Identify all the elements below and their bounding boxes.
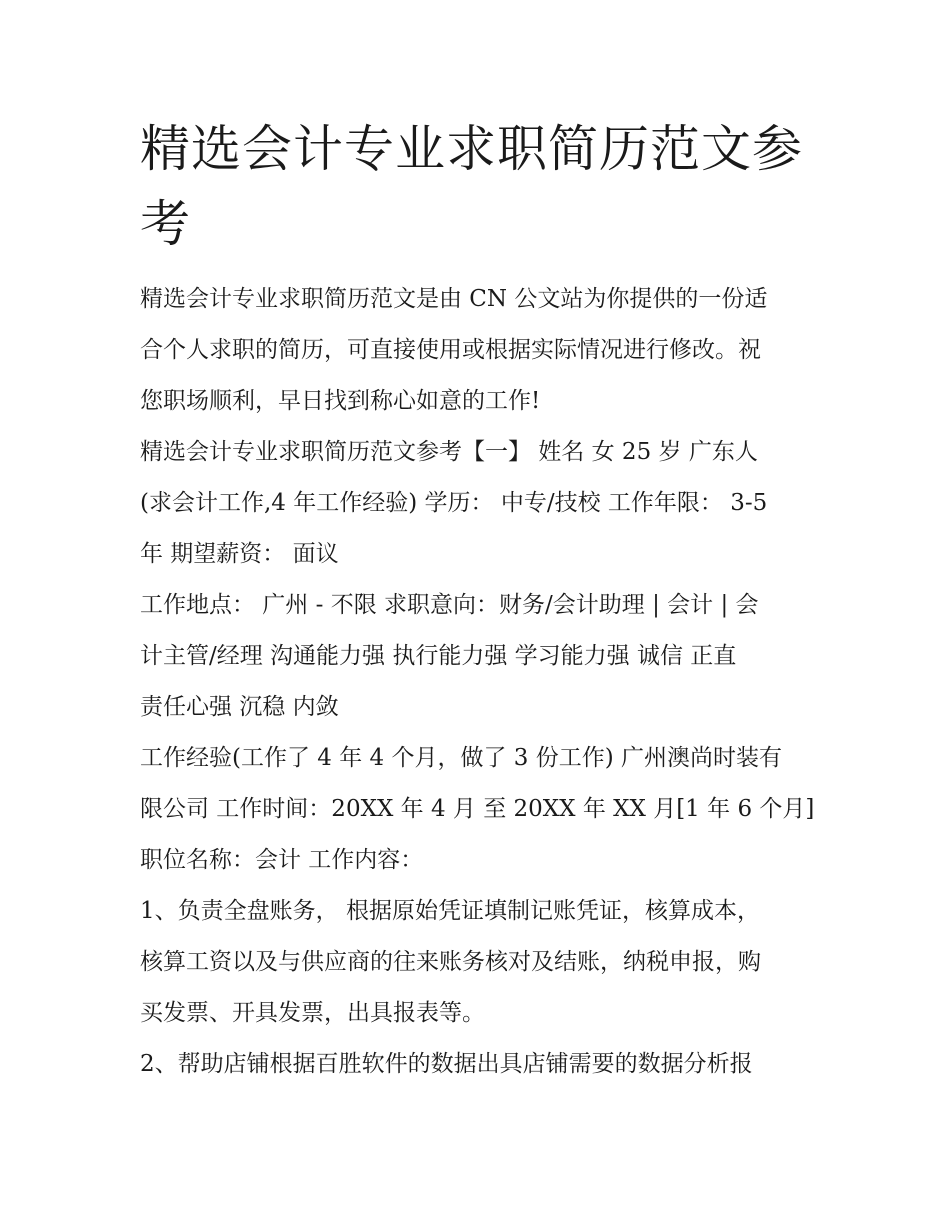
title-line: 考 <box>140 195 191 253</box>
body-line: 您职场顺利，早日找到称心如意的工作! <box>140 388 541 414</box>
body-line: 1、负责全盘账务， 根据原始凭证填制记账凭证，核算成本， <box>140 898 760 924</box>
body-line: 精选会计专业求职简历范文是由 CN 公文站为你提供的一份适 <box>140 286 768 312</box>
body-line: 合个人求职的简历，可直接使用或根据实际情况进行修改。祝 <box>140 337 761 363</box>
body-line: 年 期望薪资： 面议 <box>140 541 339 567</box>
page-title <box>140 112 820 262</box>
body-line: 计主管/经理 沟通能力强 执行能力强 学习能力强 诚信 正直 <box>140 643 737 669</box>
body-line: 核算工资以及与供应商的往来账务核对及结账，纳税申报，购 <box>140 949 761 975</box>
body-line: 职位名称：会计 工作内容： <box>140 847 424 873</box>
body-line: (求会计工作,4 年工作经验) 学历： 中专/技校 工作年限： 3-5 <box>140 490 768 516</box>
body-line: 精选会计专业求职简历范文参考【一】 姓名 女 25 岁 广东人 <box>140 439 758 465</box>
body-line: 2、帮助店铺根据百胜软件的数据出具店铺需要的数据分析报 <box>140 1051 753 1077</box>
body-line: 工作经验(工作了 4 年 4 个月，做了 3 份工作) 广州澳尚时装有 <box>140 745 783 771</box>
document-body <box>140 274 830 1090</box>
body-line: 工作地点： 广州 - 不限 求职意向：财务/会计助理 | 会计 | 会 <box>140 592 759 618</box>
title-line: 精选会计专业求职简历范文参 <box>140 120 803 178</box>
body-line: 责任心强 沉稳 内敛 <box>140 694 339 720</box>
body-line: 买发票、开具发票，出具报表等。 <box>140 1000 485 1026</box>
body-line: 限公司 工作时间：20XX 年 4 月 至 20XX 年 XX 月[1 年 6 个月] <box>140 796 815 822</box>
